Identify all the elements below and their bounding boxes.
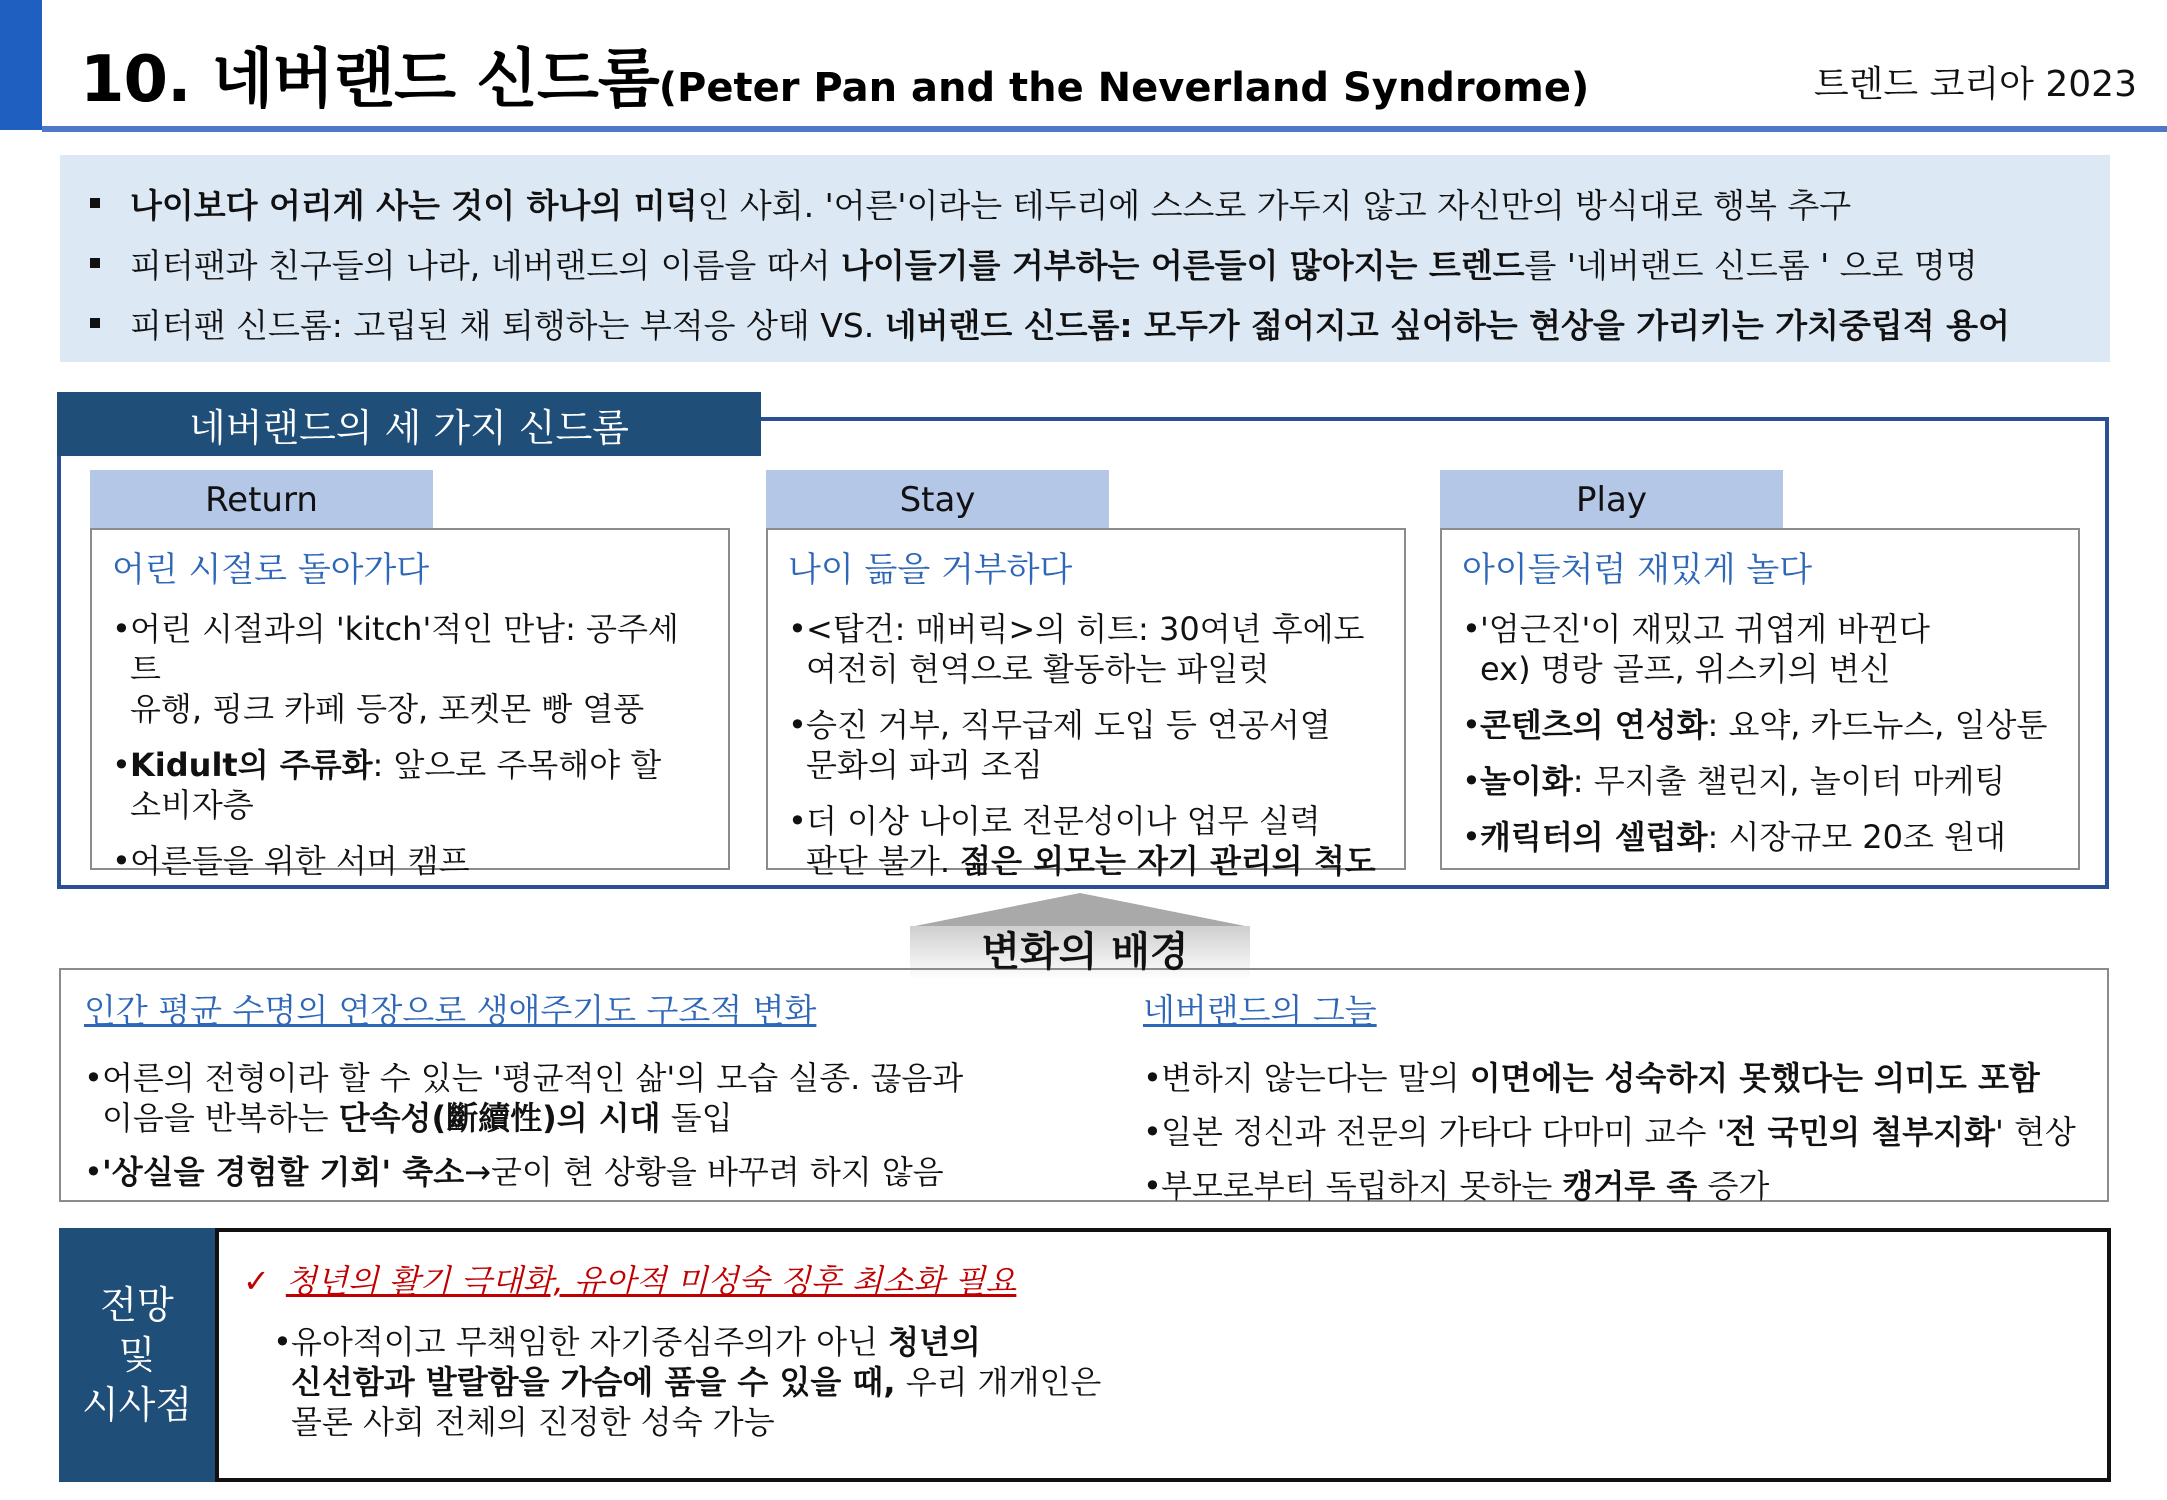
summary-text: 피터팬 신드롬: 고립된 채 퇴행하는 부적응 상태 VS.: [130, 305, 885, 345]
item-text: 돌입: [660, 1099, 733, 1137]
list-item: [84, 1058, 963, 1138]
column-stay: [766, 528, 1406, 880]
item-text: '엄근진'이 재밌고 귀엽게 바뀐다 ex) 명랑 골프, 위스키의 변신: [1480, 610, 1930, 688]
summary-bold: 나이들기를 거부하는 어른들이 많아지는 트렌드: [841, 245, 1525, 285]
column-heading: 어린 시절로 돌아가다: [112, 550, 430, 590]
item-bold: 전 국민의 철부지화: [1725, 1113, 1995, 1151]
panel-title: 네버랜드의 세 가지 신드롬: [57, 392, 761, 456]
outlook-label-line: 시사점: [81, 1383, 193, 1427]
list-item: [112, 841, 708, 881]
bullet-icon: •: [112, 842, 131, 880]
brand-label: 트렌드 코리아 2023: [1813, 64, 2137, 105]
bullet-icon: •: [788, 610, 807, 648]
item-text: ' 현상: [1995, 1113, 2076, 1151]
background-title: 변화의 배경: [981, 929, 1189, 975]
bullet-icon: •: [1462, 818, 1481, 856]
item-bold: 콘텐츠의 연성화: [1480, 706, 1708, 744]
summary-text: 를 '네버랜드 신드롬 ' 으로 명명: [1524, 245, 1978, 285]
list-item: [788, 705, 1384, 785]
background-right: [1143, 985, 2076, 1220]
item-text: : 앞으로 주목해야 할 소비자층: [130, 746, 662, 824]
list-item: [788, 609, 1384, 689]
bullet-icon: •: [1143, 1059, 1162, 1097]
item-text: 증가: [1697, 1167, 1770, 1205]
list-item: [1462, 609, 2058, 689]
item-text: 더 이상 나이로 전문성이나 업무 실력 판단 불가.: [806, 802, 1321, 880]
tab-stay: Stay: [766, 470, 1109, 530]
outlook-label-line: 및: [118, 1333, 156, 1377]
bullet-icon: •: [273, 1323, 292, 1361]
list-item: [788, 801, 1384, 881]
bullet-icon: •: [788, 802, 807, 840]
item-text: 승진 거부, 직무급제 도입 등 연공서열 문화의 파괴 조짐: [806, 706, 1331, 784]
list-item: [84, 1152, 963, 1192]
outlook-label-line: 전망: [100, 1283, 174, 1327]
list-item: [1462, 817, 2058, 857]
title-subtitle: (Peter Pan and the Neverland Syndrome): [658, 65, 1590, 111]
summary-box: [60, 155, 2110, 362]
page-title: [80, 28, 1589, 120]
bullet-icon: •: [1143, 1113, 1162, 1151]
bullet-icon: •: [84, 1059, 103, 1097]
summary-item: [82, 293, 2110, 353]
list-item: [1143, 1058, 2076, 1098]
summary-item: [82, 173, 2110, 233]
list-item: [273, 1322, 2107, 1442]
list-item: [112, 609, 708, 729]
item-text: 부모로부터 독립하지 못하는: [1161, 1167, 1563, 1205]
item-bold: 캥거루 족: [1562, 1167, 1698, 1205]
item-text: : 요약, 카드뉴스, 일상툰: [1707, 706, 2048, 744]
list-item: [1462, 761, 2058, 801]
outlook-box: [215, 1228, 2111, 1482]
summary-text: 인 사회. '어른'이라는 테두리에 스스로 가두지 않고 자신만의 방식대로 행복 추구: [697, 185, 1852, 225]
column-heading: 아이들처럼 재밌게 놀다: [1462, 550, 1813, 590]
column-return: [90, 528, 730, 880]
item-text: →굳이 현 상황을 바꾸려 하지 않음: [464, 1153, 944, 1191]
item-text: 어른들을 위한 서머 캠프: [130, 842, 470, 880]
bullet-icon: •: [1462, 762, 1481, 800]
list-item: [1143, 1112, 2076, 1152]
item-text: : 무지출 챌린지, 놀이터 마케팅: [1572, 762, 2006, 800]
item-bold: Kidult의 주류화: [130, 746, 373, 784]
bullet-icon: •: [112, 746, 131, 784]
square-bullet-icon: [90, 258, 100, 268]
background-heading: 네버랜드의 그늘: [1143, 991, 1377, 1030]
list-item: [1462, 705, 2058, 745]
check-icon: ✓: [243, 1262, 270, 1300]
square-bullet-icon: [90, 318, 100, 328]
bullet-icon: •: [1143, 1167, 1162, 1205]
list-item: [112, 745, 708, 825]
header-accent-bar: [0, 0, 42, 130]
header-divider: [42, 126, 2167, 132]
title-main: 10. 네버랜드 신드롬: [80, 43, 659, 117]
outlook-heading: [243, 1256, 2107, 1302]
item-text: 유아적이고 무책임한 자기중심주의가 아닌: [291, 1323, 889, 1361]
column-play: [1440, 528, 2080, 870]
bullet-icon: •: [788, 706, 807, 744]
summary-bold: 나이보다 어리게 사는 것이 하나의 미덕: [130, 185, 698, 225]
bullet-icon: •: [1462, 610, 1481, 648]
item-text: 우리 개개인은 몰론 사회 전체의 진정한 성숙 가능: [291, 1363, 1102, 1441]
outlook-heading-text: 청년의 활기 극대화, 유아적 미성숙 징후 최소화 필요: [285, 1262, 1017, 1300]
bullet-icon: •: [112, 610, 131, 648]
item-text: : 시장규모 20조 원대: [1707, 818, 2006, 856]
tab-play: Play: [1440, 470, 1783, 530]
item-text: <탑건: 매버릭>의 히트: 30여년 후에도 여전히 현역으로 활동하는 파일럿: [806, 610, 1365, 688]
bullet-icon: •: [1462, 706, 1481, 744]
square-bullet-icon: [90, 198, 100, 208]
summary-bold: 네버랜드 신드롬: 모두가 젊어지고 싶어하는 현상을 가리키는 가치중립적 용어: [884, 305, 2010, 345]
outlook-label: [59, 1228, 215, 1482]
column-heading: 나이 듦을 거부하다: [788, 550, 1073, 590]
item-bold: 단속성(斷續性)의 시대: [338, 1099, 661, 1137]
summary-text: 피터팬과 친구들의 나라, 네버랜드의 이름을 따서: [130, 245, 841, 285]
summary-item: [82, 233, 2110, 293]
tab-return: Return: [90, 470, 433, 530]
item-bold: 캐릭터의 셀럽화: [1480, 818, 1708, 856]
item-bold: 놀이화: [1480, 762, 1573, 800]
item-text: 일본 정신과 전문의 가타다 다마미 교수 ': [1161, 1113, 1726, 1151]
item-text: 변하지 않는다는 말의: [1161, 1059, 1470, 1097]
list-item: [1143, 1166, 2076, 1206]
background-heading: 인간 평균 수명의 연장으로 생애주기도 구조적 변화: [84, 991, 817, 1030]
item-bold: 이면에는 성숙하지 못했다는 의미도 포함: [1469, 1059, 2040, 1097]
bullet-icon: •: [84, 1153, 103, 1191]
item-text: 어린 시절과의 'kitch'적인 만남: 공주세트 유행, 핑크 카페 등장, 포켓몬 빵 열풍: [130, 610, 679, 728]
item-bold: 청년의 신선함과 발랄함을 가슴에 품을 수 있을 때,: [291, 1323, 981, 1401]
item-bold: 젊은 외모는 자기 관리의 척도: [960, 842, 1376, 880]
background-left: [84, 985, 963, 1206]
item-bold: '상실을 경험할 기회' 축소: [102, 1153, 465, 1191]
item-text: 어른의 전형이라 할 수 있는 '평균적인 삶'의 모습 실종. 끊음과 이음을 반복하는: [102, 1059, 964, 1137]
